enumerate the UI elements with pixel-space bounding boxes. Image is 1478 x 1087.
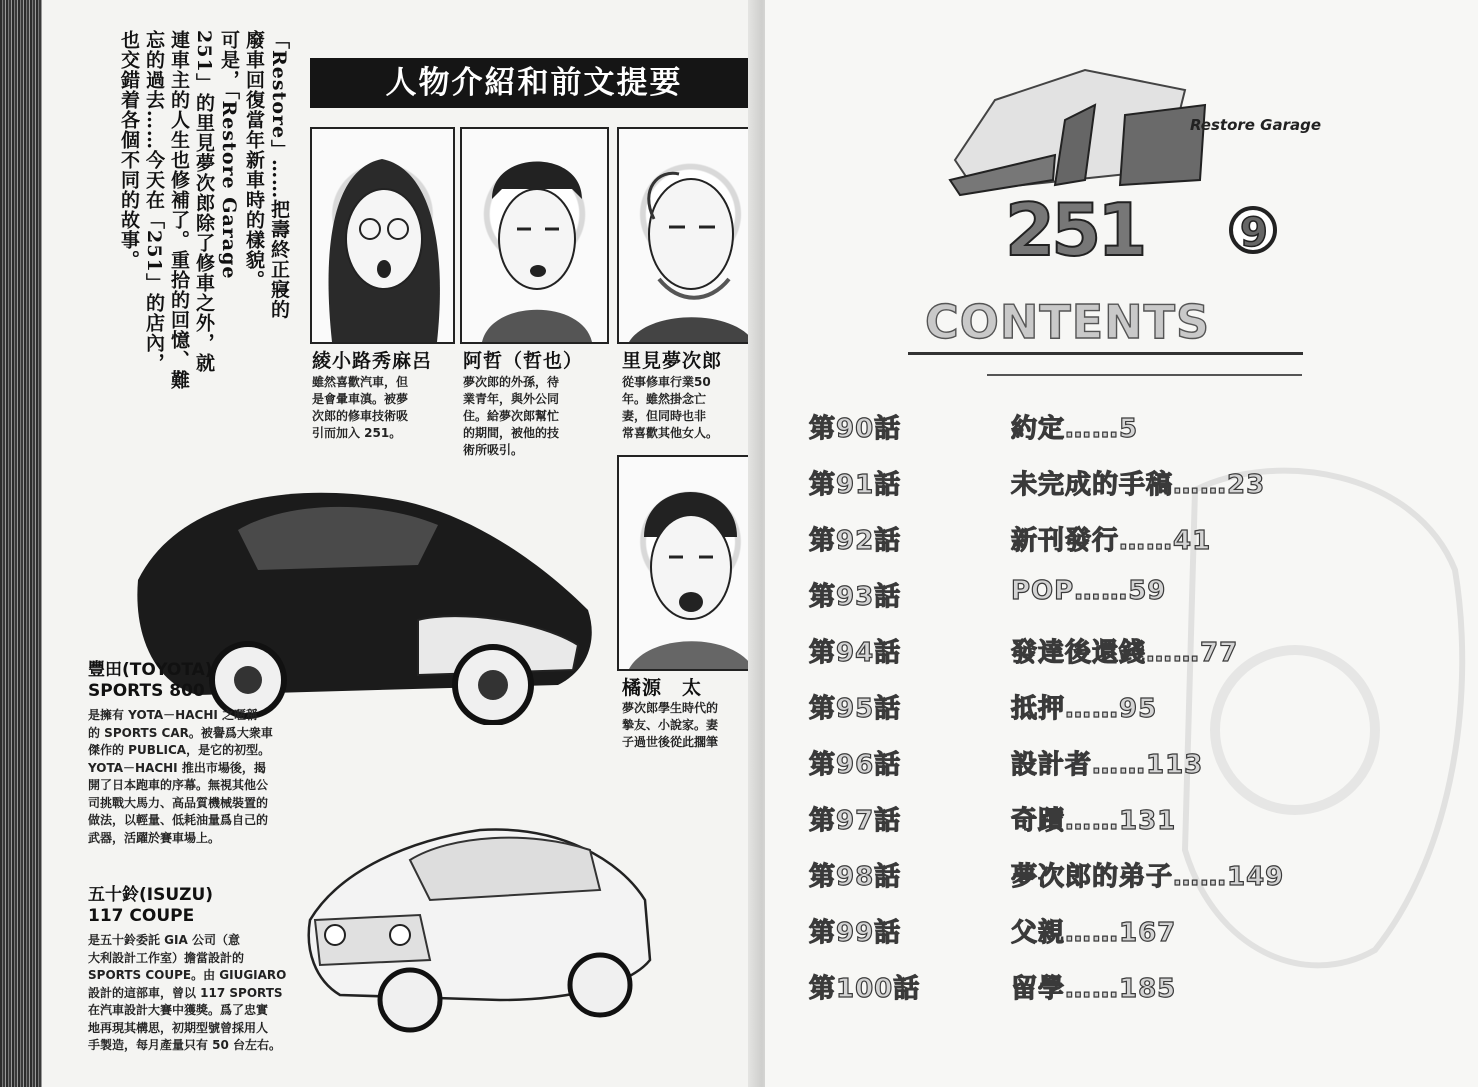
car-desc: 是五十鈴委託 GIA 公司（意 大利設計工作室）擔當設計的 SPORTS COUPE。由 GIUGIARO 設計的這部車，曾以 117 SPORTS 在汽車設計大賽中獲獎。爲了忠實 地再現其構思，初期型號曾採用人 手製造，每月產量只有 50 台左右。: [88, 933, 287, 1052]
character-desc: 從事修車行業50 年。雖然掛念亡 妻，但同時也非 常喜歡其他女人。: [622, 375, 719, 440]
isuzu-117coupe-illustration: [300, 800, 660, 1035]
toc-entry[interactable]: 第90話 約定……5: [809, 414, 1139, 444]
intro-column: 可是，「Restore Garage: [218, 30, 240, 280]
portrait-ayanokoji: [310, 127, 455, 344]
intro-column: 也交錯着各個不同的故事。: [118, 30, 140, 270]
volume-number: 9: [1240, 210, 1268, 256]
character-name: 阿哲（哲也）: [463, 350, 584, 372]
intro-column: 「Restore」……把壽終正寢的: [268, 30, 290, 320]
car-title: 五十鈴(ISUZU) 117 COUPE: [88, 885, 214, 926]
toc-entry[interactable]: 第94話 發達後還錢……77: [809, 638, 1239, 668]
contents-title: CONTENTS: [925, 295, 1211, 349]
character-name: 里見夢次郎: [622, 350, 723, 372]
character-desc: 夢次郎學生時代的 摯友、小說家。妻 子過世後從此擱筆: [622, 701, 719, 749]
portrait-tetsuya: [460, 127, 609, 344]
intro-column: 廢車回復當年新車時的樣貌。: [243, 30, 265, 290]
character-desc: 夢次郎的外孫，待 業青年，與外公同 住。給夢次郎幫忙 的期間，被他的技 術所吸引。: [463, 375, 560, 457]
car-title: 豐田(TOYOTA) SPORTS 800: [88, 660, 213, 701]
character-name: 橘源 太: [622, 677, 703, 699]
divider: [908, 352, 1303, 355]
car-desc: 是擁有 YOTA－HACHI 之暱稱 的 SPORTS CAR。被譽爲大衆車 傑作的 PUBLICA，是它的初型。 YOTA－HACHI 推出市場後，揭 開了日本跑車的序幕。無視其他公 司挑戰大馬力、高品質機械裝置的 做法，以輕量、低耗油量爲自己的 武器，活躍於賽車場上。: [88, 708, 273, 845]
toc-entry[interactable]: 第100話 留學……185: [809, 974, 1177, 1004]
toc-entry[interactable]: 第93話 POP……59: [809, 576, 1167, 612]
toc-entry[interactable]: 第97話 奇蹟……131: [809, 806, 1177, 836]
intro-column: 251」的里見夢次郎除了修車之外，就: [193, 30, 215, 373]
logo-subtitle: Restore Garage: [1190, 116, 1322, 134]
series-logo: [935, 60, 1355, 270]
intro-column: 連車主的人生也修補了。重拾的回憶、難: [168, 30, 190, 390]
intro-vertical-text: [112, 30, 290, 430]
section-header: 人物介紹和前文提要: [310, 58, 758, 108]
character-desc: 雖然喜歡汽車，但 是會暈車滇。被夢 次郎的修車技術吸 引而加入 251。: [312, 375, 409, 440]
logo-number: 251: [1005, 188, 1144, 270]
toc-entry[interactable]: 第99話 父親……167: [809, 918, 1177, 948]
portrait-yumejiro: [617, 127, 764, 344]
toc-entry[interactable]: 第92話 新刊發行……41: [809, 526, 1212, 556]
divider: [987, 374, 1302, 376]
character-name: 綾小路秀麻呂: [312, 350, 433, 372]
right-page: [765, 0, 1478, 1087]
book-spine: [0, 0, 42, 1087]
toc-entry[interactable]: 第95話 抵押……95: [809, 694, 1158, 724]
portrait-tachibana: [617, 455, 764, 671]
toc-entry[interactable]: 第98話 夢次郎的弟子……149: [809, 862, 1285, 892]
toc-entry[interactable]: 第91話 未完成的手稿……23: [809, 470, 1266, 500]
toc-entry[interactable]: 第96話 設計者……113: [809, 750, 1204, 780]
intro-column: 忘的過去……今天在「251」的店內，: [143, 30, 165, 373]
